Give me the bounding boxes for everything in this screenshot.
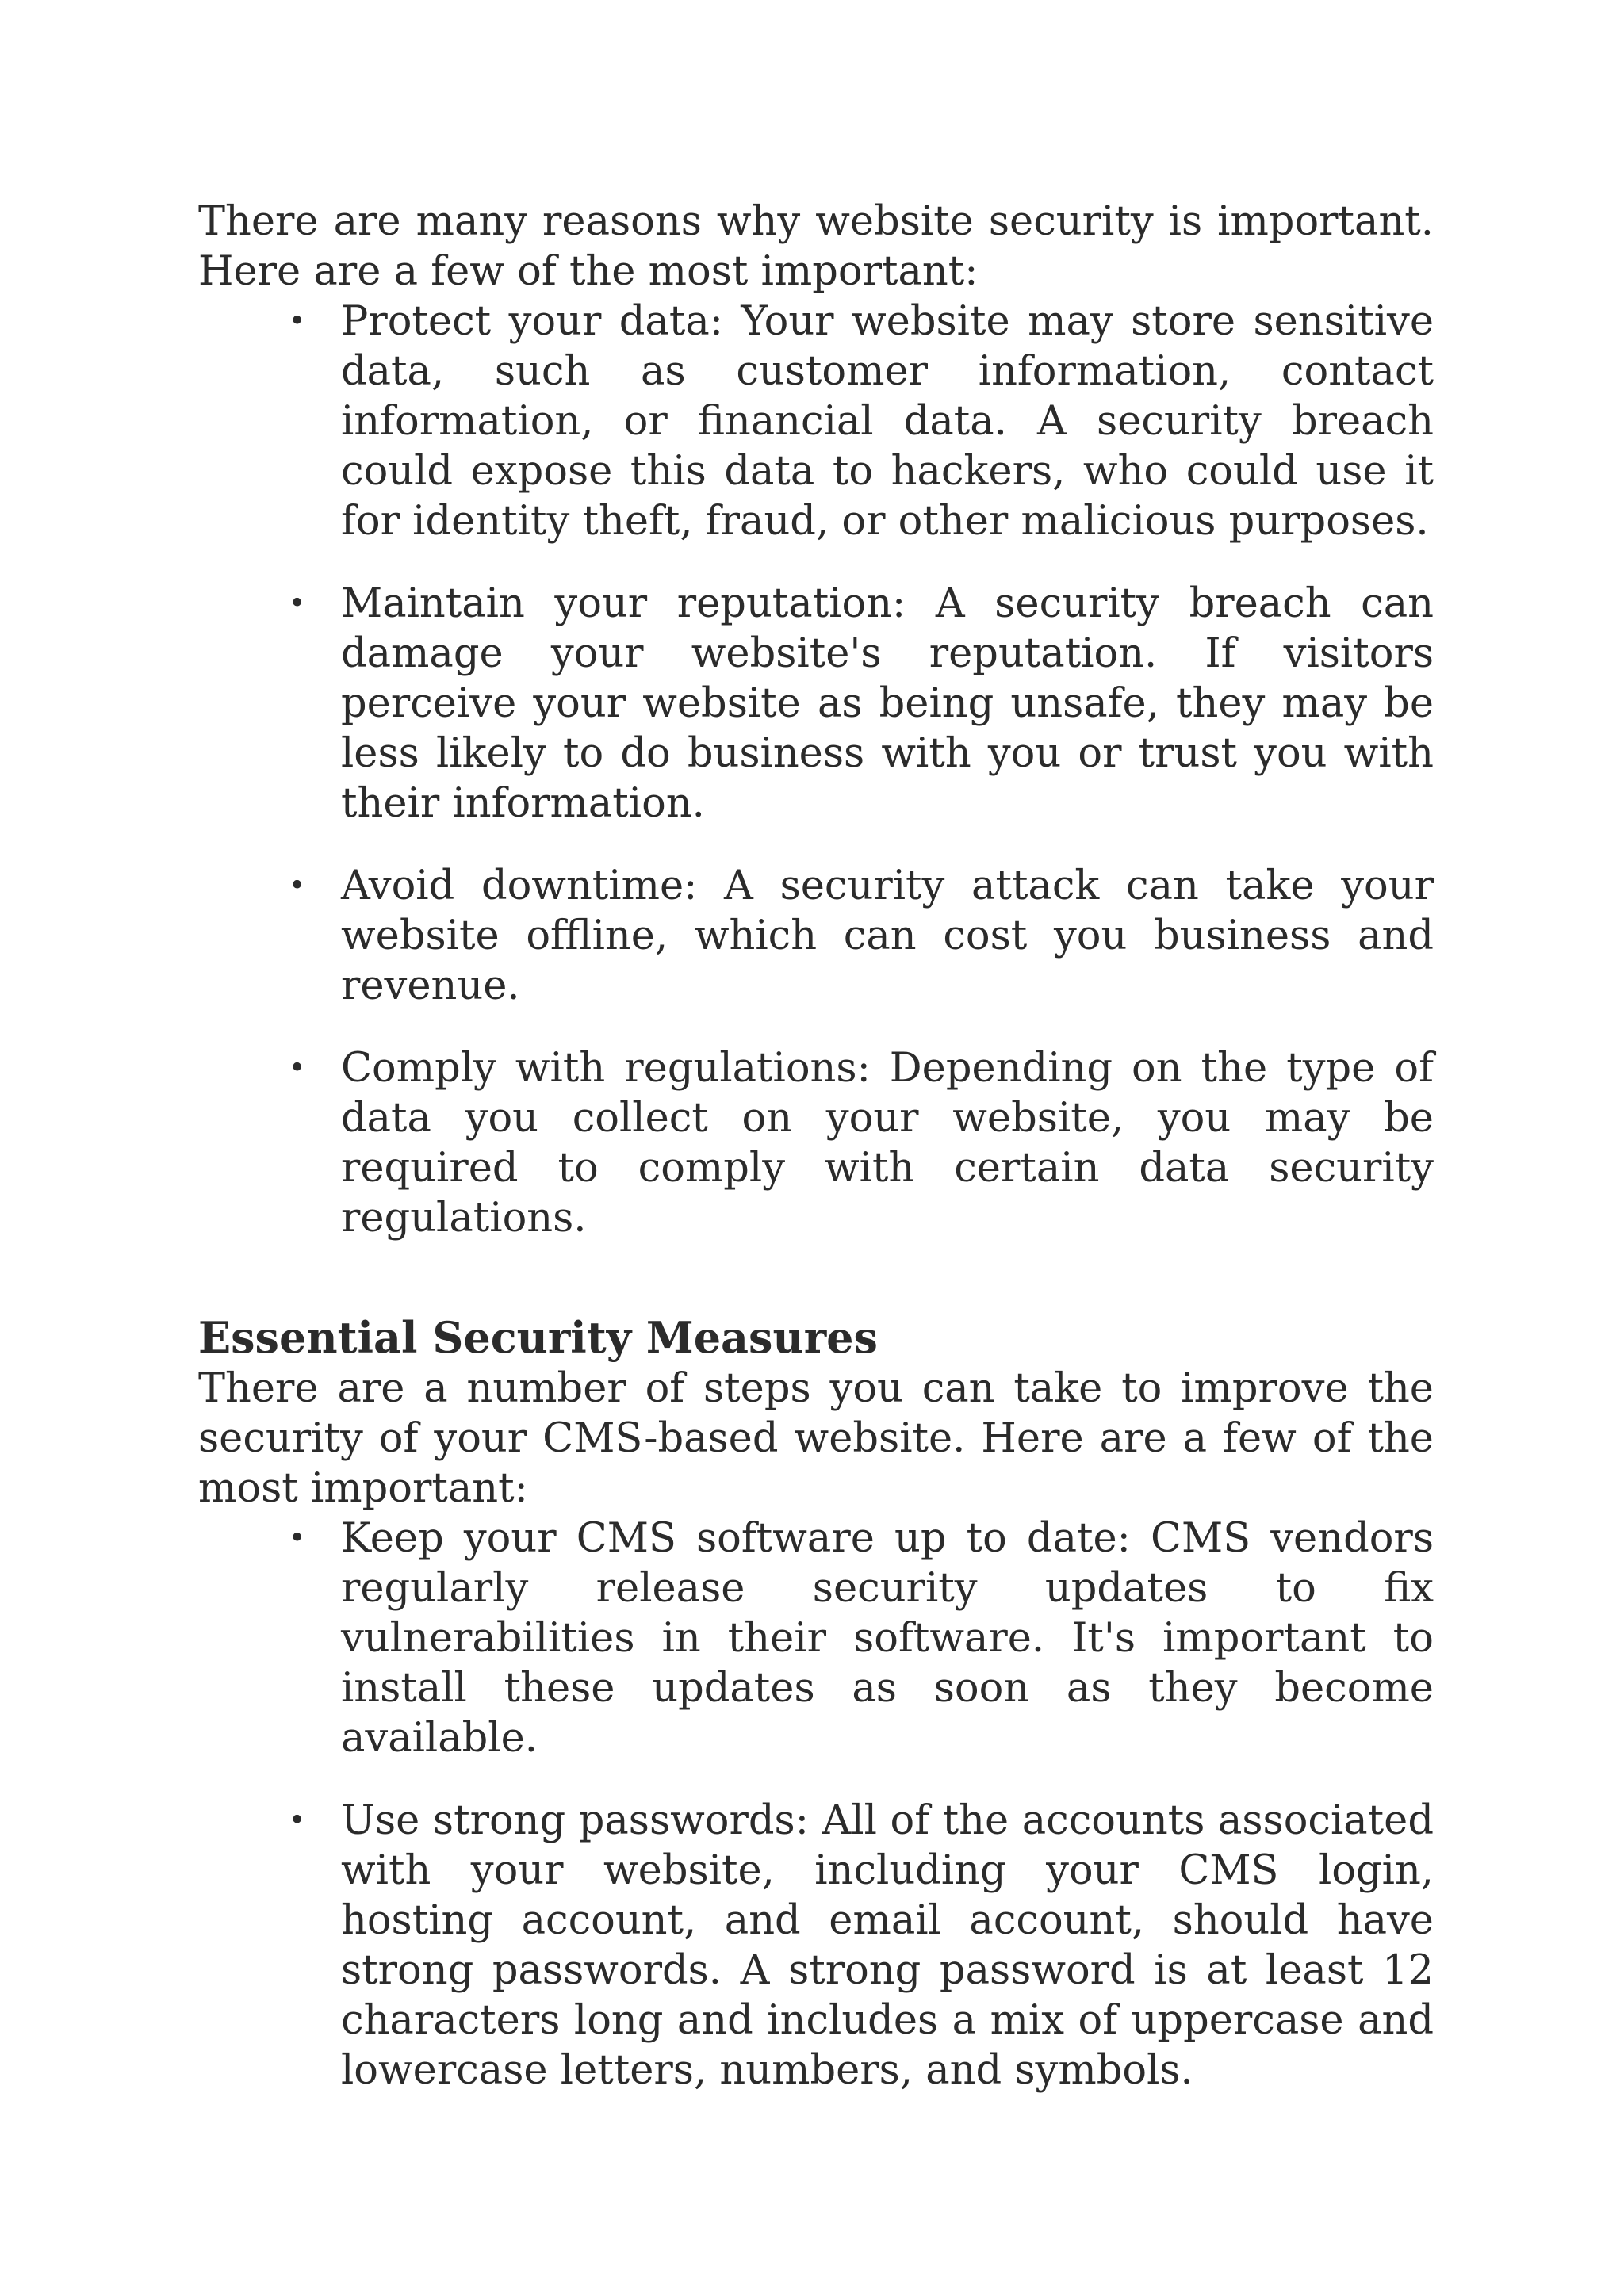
intro-paragraph: There are many reasons why website security is important. Here are a few of the most important: — [198, 198, 1434, 295]
list-item-text: Comply with regulations: Depending on the type of data you collect on your website, you may be required to comply with certain data security regulations. — [341, 1045, 1434, 1242]
measures-list — [198, 1513, 1434, 2095]
list-item-text: Protect your data: Your website may store sensitive data, such as customer information, contact information, or financial data. A security breach could expose this data to hackers, who could use it for identity theft, fraud, or other malicious purposes. — [341, 298, 1434, 545]
list-item — [198, 1796, 1434, 2095]
list-item-text: Maintain your reputation: A security breach can damage your website's reputation. If visitors perceive your website as being unsafe, they may be less likely to do business with you or trust you with their information. — [341, 580, 1434, 827]
bullet-icon: • — [289, 1052, 306, 1085]
bullet-icon: • — [289, 587, 306, 620]
list-item — [198, 1513, 1434, 1763]
list-item-text: Use strong passwords: All of the accounts associated with your website, including your CMS login, hosting account, and email account, should have strong passwords. A strong password is at least 12 characters long and includes a mix of uppercase and lowercase letters, numbers, and symbols. — [341, 1797, 1434, 2094]
list-item — [198, 579, 1434, 828]
bullet-icon: • — [289, 1804, 306, 1837]
list-item — [198, 861, 1434, 1011]
list-item-text: Keep your CMS software up to date: CMS vendors regularly release security updates to fix vulnerabilities in their software. It's important to install these updates as soon as they become available. — [341, 1515, 1434, 1762]
section-heading: Essential Security Measures — [198, 1312, 878, 1363]
bullet-icon: • — [289, 1522, 306, 1555]
bullet-icon: • — [289, 305, 306, 338]
document-page — [198, 197, 1434, 2095]
importance-list — [198, 297, 1434, 1243]
list-item — [198, 297, 1434, 546]
bullet-icon: • — [289, 870, 306, 902]
list-item — [198, 1043, 1434, 1243]
section-intro-paragraph: There are a number of steps you can take to improve the security of your CMS-based website. Here are a few of the most important: — [198, 1365, 1434, 1512]
list-item-text: Avoid downtime: A security attack can take your website offline, which can cost you business and revenue. — [341, 863, 1434, 1009]
